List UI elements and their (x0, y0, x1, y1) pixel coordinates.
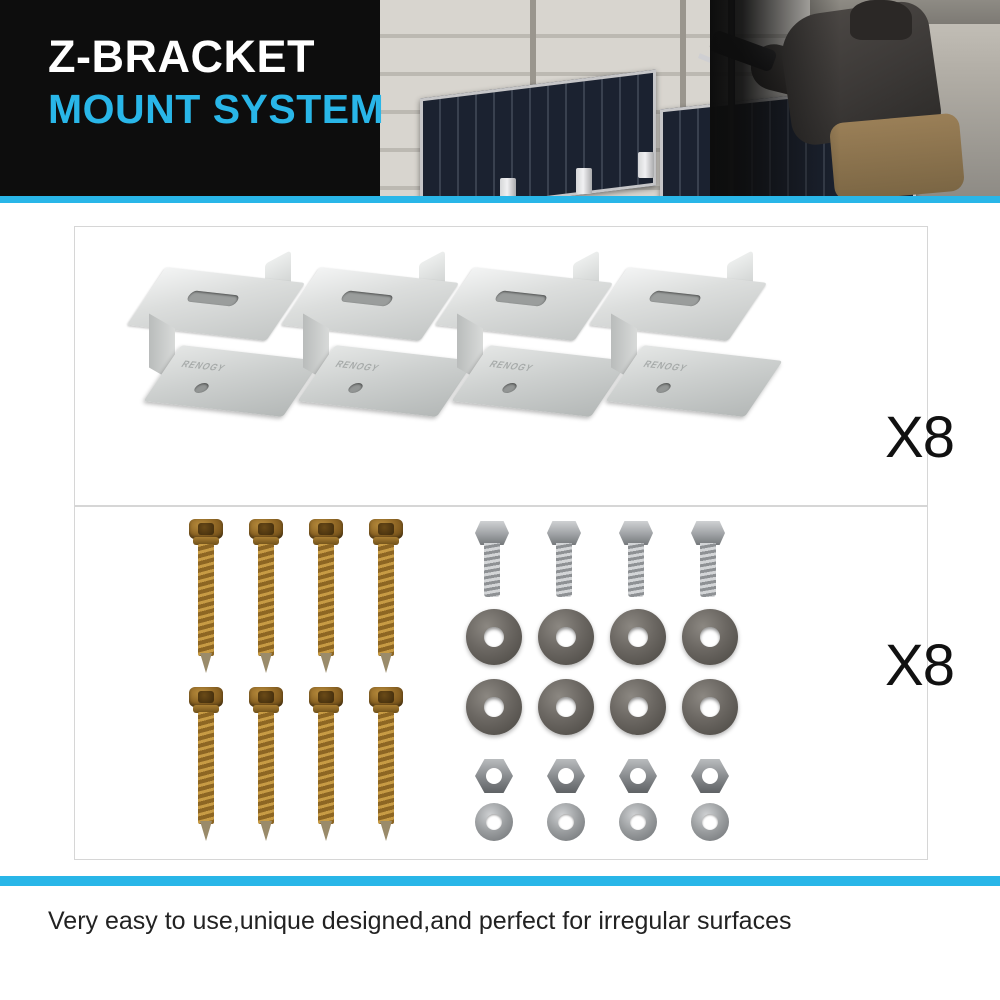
hex-bolt (547, 521, 581, 599)
flat-washer (682, 679, 738, 735)
header-banner (0, 0, 1000, 196)
screw-drill-tip (260, 653, 272, 673)
bolt-head (475, 521, 509, 545)
brand-mark: RENOGY (487, 358, 536, 374)
screw-threads (378, 712, 394, 824)
flat-washer (538, 609, 594, 665)
z-bracket-item (603, 249, 803, 449)
hex-nut (547, 759, 585, 793)
header-accent-rule (0, 196, 1000, 203)
screw-drill-tip (260, 821, 272, 841)
screw-head (369, 519, 403, 539)
flat-washer (610, 609, 666, 665)
screw-drill-tip (320, 653, 332, 673)
self-drilling-screw (187, 519, 225, 679)
z-bracket-panel (74, 226, 928, 506)
self-drilling-screw (367, 519, 405, 679)
footer-accent-rule (0, 876, 1000, 886)
bolt-head (547, 521, 581, 545)
lock-washer (547, 803, 585, 841)
hex-nut (691, 759, 729, 793)
screw-threads (258, 544, 274, 656)
brand-mark: RENOGY (333, 358, 382, 374)
photo-gradient-overlay (710, 0, 840, 196)
hardware-quantity-label: X8 (885, 633, 954, 698)
self-drilling-screw (307, 519, 345, 679)
lock-washer (691, 803, 729, 841)
flat-washer (538, 679, 594, 735)
screw-head (369, 687, 403, 707)
self-drilling-screw (187, 687, 225, 847)
screw-head (249, 687, 283, 707)
screw-head (189, 519, 223, 539)
lock-washer (475, 803, 513, 841)
screw-head (309, 519, 343, 539)
z-bracket-installed (500, 178, 516, 196)
hex-bolt (619, 521, 653, 599)
screw-threads (318, 544, 334, 656)
screw-drill-tip (200, 821, 212, 841)
self-drilling-screw (307, 687, 345, 847)
hex-nut (619, 759, 657, 793)
screw-head (249, 519, 283, 539)
bolt-head (691, 521, 725, 545)
page-title: Z-BRACKET (48, 31, 315, 82)
flat-washer (466, 679, 522, 735)
brand-mark: RENOGY (179, 358, 228, 374)
screw-threads (198, 544, 214, 656)
bolt-threads (700, 543, 716, 597)
screw-drill-tip (380, 653, 392, 673)
bolt-threads (628, 543, 644, 597)
installer-legs (829, 112, 965, 196)
self-drilling-screw (247, 687, 285, 847)
bolt-threads (556, 543, 572, 597)
screw-drill-tip (200, 653, 212, 673)
flat-washer (682, 609, 738, 665)
z-bracket-installed (638, 152, 654, 178)
hex-bolt (475, 521, 509, 599)
screw-threads (258, 712, 274, 824)
flat-washer (466, 609, 522, 665)
flat-washer (610, 679, 666, 735)
screw-threads (378, 544, 394, 656)
hex-nut (475, 759, 513, 793)
lock-washer (619, 803, 657, 841)
z-bracket-installed (576, 168, 592, 194)
screw-threads (318, 712, 334, 824)
screw-drill-tip (320, 821, 332, 841)
header-title-group (48, 31, 385, 132)
screw-head (189, 687, 223, 707)
installer-head (850, 0, 912, 40)
bolt-threads (484, 543, 500, 597)
bracket-quantity-label: X8 (885, 405, 954, 470)
brand-mark: RENOGY (641, 358, 690, 374)
hardware-panel (74, 506, 928, 860)
page-subtitle: MOUNT SYSTEM (48, 85, 385, 132)
screw-threads (198, 712, 214, 824)
hex-bolt (691, 521, 725, 599)
self-drilling-screw (247, 519, 285, 679)
footer-caption: Very easy to use,unique designed,and perfect for irregular surfaces (48, 907, 792, 935)
screw-head (309, 687, 343, 707)
self-drilling-screw (367, 687, 405, 847)
installation-photo (380, 0, 1000, 196)
screw-drill-tip (380, 821, 392, 841)
bolt-head (619, 521, 653, 545)
